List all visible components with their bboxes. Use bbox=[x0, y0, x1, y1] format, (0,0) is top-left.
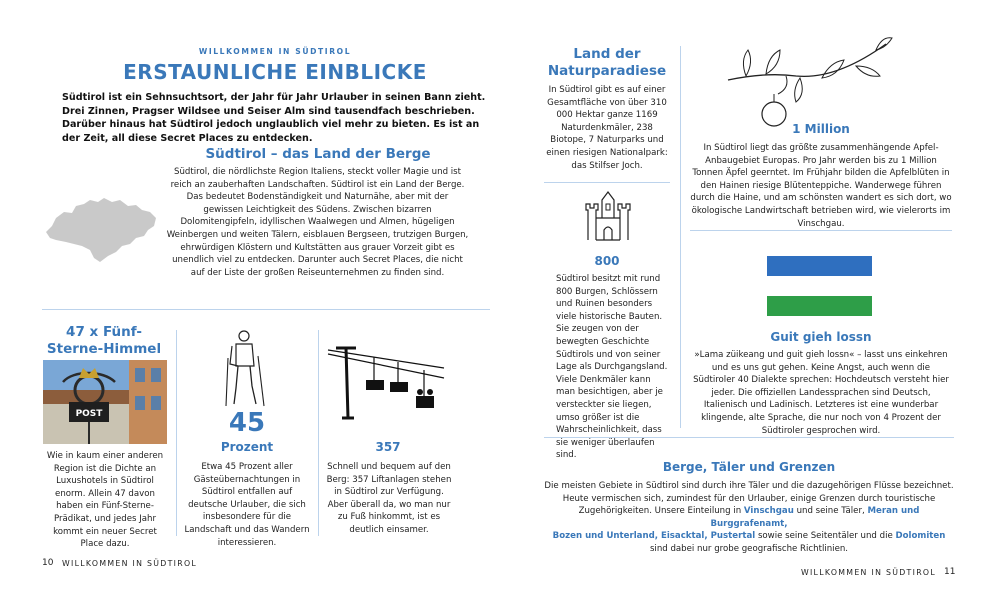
percent-number: 45 bbox=[228, 408, 266, 438]
nature-title: Land der Naturparadiese bbox=[547, 46, 667, 79]
hotel-sign-photo bbox=[43, 360, 167, 444]
borders-line: Die meisten Gebiete in Südtirol sind durch ihre Täler und die dazugehörigen Flüsse bezeichnet. bbox=[544, 481, 954, 491]
sign-text: POST bbox=[75, 409, 103, 419]
divider bbox=[544, 182, 670, 183]
nature-body: In Südtirol gibt es auf einer Gesamtfläche von über 310 000 Hektar ganze 1169 Naturdenkmäler, 238 Biotope, 7 Naturparks und einen riesigen Nationalpark: das Stilfser Joch. bbox=[546, 85, 668, 171]
region-link-meran: Meran und Burggrafenamt, bbox=[710, 506, 920, 529]
apples-number: 1 Million bbox=[792, 122, 850, 136]
flag-bar-blue bbox=[767, 256, 872, 276]
borders-line: sind dabei nur grobe geografische Richtlinien. bbox=[649, 543, 849, 554]
divider bbox=[176, 330, 177, 536]
divider bbox=[544, 437, 954, 438]
borders-line: Zugehörigkeiten. Unsere Einteilung in Vinschgau und seine Täler, Meran und Burggrafenamt, bbox=[578, 506, 920, 529]
borders-line: Heute vermischen sich, zumindest für den Urlauber, einige Grenzen durch touristische bbox=[562, 493, 936, 504]
stars-title: 47 x Fünf-Sterne-Himmel bbox=[46, 324, 162, 357]
borders-title: Berge, Täler und Grenzen bbox=[662, 460, 836, 474]
section-title-berge: Südtirol – das Land der Berge bbox=[205, 146, 431, 162]
divider bbox=[42, 309, 490, 310]
borders-body bbox=[544, 480, 954, 556]
hiker-icon bbox=[224, 328, 274, 408]
divider bbox=[318, 330, 319, 536]
language-body: »Lama züikeang und guit gieh lossn« – lasst uns einkehren und es uns gut gehen. Keine Angst, auch wenn die Südtiroler 40 Dialekte sprechen: Hochdeutsch versteht hier jeder. Die offiziellen Landessprachen sind Deutsch, Italienisch und Ladinisch. Letzteres ist eine wunderbar klingende, alte Sprache, die nur noch von 4 Prozent der Südtiroler gesprochen wird. bbox=[693, 350, 949, 436]
page-number-left: 10 bbox=[42, 558, 54, 568]
stars-body: Wie in kaum einer anderen Region ist die Dichte an Luxushotels in Südtirol enorm. Allein 47 davon haben ein Fünf-Sterne-Prädikat, und jedes Jahr kommt ein neuer Secret Place dazu. bbox=[46, 451, 164, 550]
castle-icon bbox=[582, 190, 634, 242]
lifts-number: 357 bbox=[375, 440, 401, 454]
divider bbox=[690, 230, 952, 231]
section-body-berge: Südtirol, die nördlichste Region Italiens, steckt voller Magie und ist reich an zauberhaften Landschaften. Südtirol ist ein Land der Berge. Das bedeutet Bodenständigkeit und Naturnähe, aber mit der gewissen Leichtigkeit des Südens. Zwischen bizarren Dolomitengipfeln, idyllischen Waalwegen und Almen, hügeligen Weinbergen und weiten Tälern, eisblauen Bergseen, trutzigen Burgen, ehrwürdigen Klöstern und Kultstätten aus grauer Vorzeit gibt es unendlich viel zu entdecken. Darunter auch Secret Places, die nicht auf der Liste der großen Reiseunternehmen zu finden sind. bbox=[166, 167, 469, 278]
language-title: Guit gieh lossn bbox=[770, 330, 872, 344]
castles-number: 800 bbox=[594, 254, 620, 268]
footer-label-left: WILLKOMMEN IN SÜDTIROL bbox=[62, 559, 198, 568]
borders-line: Bozen und Unterland, Eisacktal, Pustertal sowie seine Seitentäler und die Dolomiten bbox=[552, 531, 946, 542]
divider bbox=[680, 46, 681, 428]
percent-label: Prozent bbox=[220, 440, 274, 454]
apples-body: In Südtirol liegt das größte zusammenhängende Apfel-Anbaugebiet Europas. Pro Jahr werden bis zu 1 Million Tonnen Äpfel geerntet. Im Frühjahr bilden die Apfelblüten in den Hainen riesige Blütenteppiche. Wanderwege führen durch die Haine, und am schönsten wandert es sich dort, wo ökologische Landwirtschaft betrieben wird, wie vielerorts im Vinschgau. bbox=[690, 143, 952, 229]
region-link-vinschgau: Vinschgau bbox=[743, 506, 794, 517]
lifts-body: Schnell und bequem auf den Berg: 357 Liftanlagen stehen in Südtirol zur Verfügung. Aber überall da, wo man nur zu Fuß hinkommt, ist es deutlich einsamer. bbox=[326, 462, 452, 535]
flag-bar-green bbox=[767, 296, 872, 316]
footer-label-right: WILLKOMMEN IN SÜDTIROL bbox=[800, 568, 936, 577]
chairlift-icon bbox=[326, 340, 446, 420]
apple-branch-icon bbox=[726, 36, 894, 128]
south-tyrol-map bbox=[42, 196, 162, 266]
page-title: ERSTAUNLICHE EINBLICKE bbox=[123, 60, 427, 84]
region-link-dolomiten: Dolomiten bbox=[895, 531, 946, 542]
region-link-bozen: Bozen und Unterland, Eisacktal, Pustertal bbox=[552, 531, 756, 542]
intro-text: Südtirol ist ein Sehnsuchtsort, der Jahr für Jahr Urlauber in seinen Bann zieht. Drei Zinnen, Pragser Wildsee und Seiser Alm sind tausendfach beschrieben. Darüber hinaus hat Südtirol jedoch unglaublich viel mehr zu bieten. Es ist an der Zeit, all diese Secret Places zu entdecken. bbox=[62, 92, 486, 144]
percent-body: Etwa 45 Prozent aller Gästeübernachtungen in Südtirol entfallen auf deutsche Urlauber, die sich insbesondere für die Landschaft und das Wandern interessieren. bbox=[184, 462, 310, 548]
page-number-right: 11 bbox=[944, 567, 956, 577]
castles-body: Südtirol besitzt mit rund 800 Burgen, Schlössern und Ruinen besonders viele historische Bauten. Sie zeugen von der bewegten Geschichte Südtirols und von seiner Lage als Durchgangsland. Viele Denkmäler kann man besichtigen, aber je versteckter sie liegen, umso größer ist die Wahrscheinlichkeit, dass sie weniger überlaufen sind. bbox=[556, 274, 668, 461]
kicker: WILLKOMMEN IN SÜDTIROL bbox=[198, 47, 352, 56]
